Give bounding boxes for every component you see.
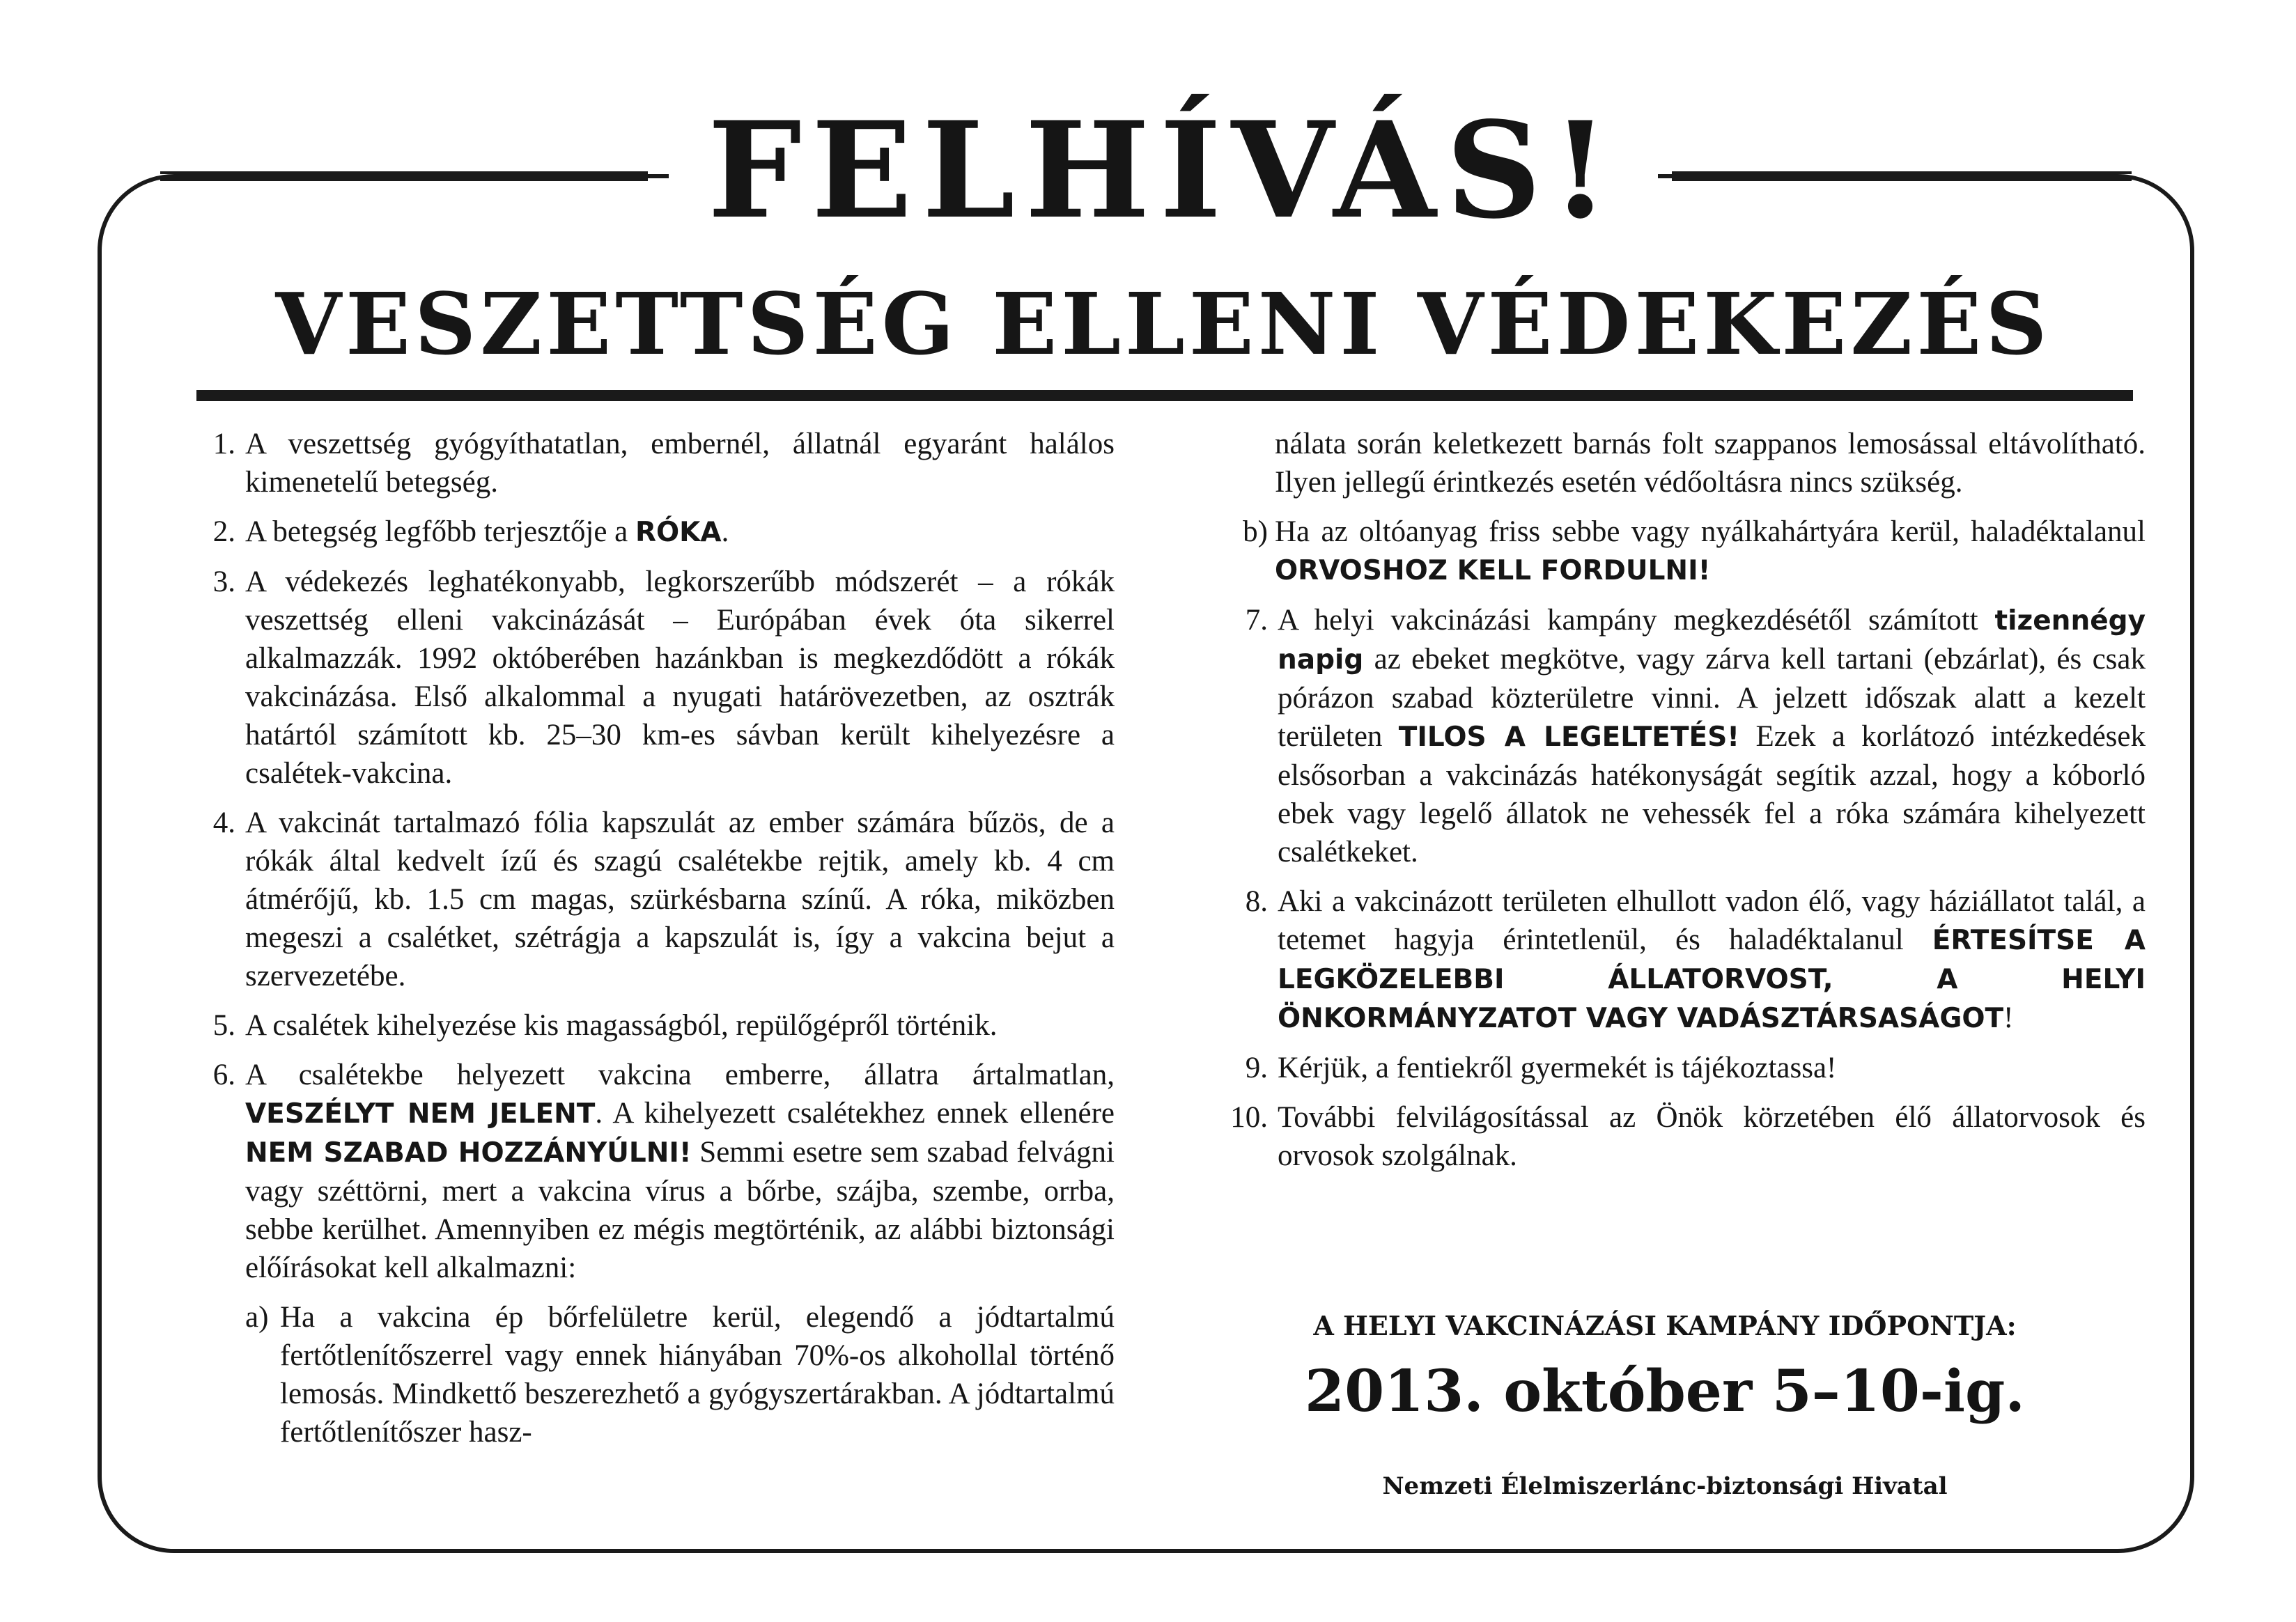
item-number: 2.	[212, 515, 235, 548]
item-text	[245, 513, 1115, 552]
sub-item-a	[245, 1298, 1115, 1451]
sub-item-b	[1184, 513, 2146, 590]
title-rule-right	[1672, 171, 2132, 181]
item-number: 7.	[1245, 604, 1268, 637]
item-number: 1.	[212, 428, 235, 460]
sub-item-label: b)	[1243, 515, 1268, 548]
continued-text: nálata során keletkezett barnás folt szappanos lemosással eltávolítható. Ilyen jellegű érintkezés esetén védőoltásra nincs szükség.	[1275, 428, 2146, 499]
list-item-1	[188, 425, 1115, 501]
item-number: 6.	[212, 1059, 235, 1091]
item-text	[1278, 882, 2146, 1038]
sub-item-text: Ha a vakcina ép bőrfelületre kerül, elegendő a jódtartalmú fertőtlenítőszerrel vagy ennek hiányában 70%-os alkohollal történő lemosás. Mindkettő beszerezhető a gyógyszertárakban. A jódtartalmú fertőtlenítőszer hasz-	[280, 1301, 1115, 1449]
sub-item-label: a)	[245, 1301, 269, 1334]
item-number: 4.	[212, 806, 235, 839]
item-text: A veszettség gyógyíthatatlan, embernél, állatnál egyaránt halálos kimenetelű betegség.	[245, 428, 1115, 499]
emphasis-notify: ÉRTESÍTSE A LEGKÖZELEBBI ÁLLATORVOST, A HELYI ÖNKORMÁNYZATOT VAGY VADÁSZTÁRSASÁGOT	[1278, 925, 2146, 1034]
item-number: 9.	[1245, 1052, 1268, 1084]
item-text: A csalétek kihelyezése kis magasságból, repülőgépről történik.	[245, 1009, 998, 1042]
item-text-part: . A kihelyezett csalétekhez ennek ellenére	[595, 1097, 1115, 1130]
campaign-label: A HELYI VAKCINÁZÁSI KAMPÁNY IDŐPONTJA:	[1313, 1310, 2017, 1341]
item-number: 10.	[1230, 1101, 1268, 1134]
title-rule-left	[160, 171, 648, 181]
list-item-2	[188, 513, 1115, 552]
item-text: Kérjük, a fentiekről gyermekét is tájékoztassa!	[1278, 1052, 1837, 1084]
page-title: FELHÍVÁS!	[669, 91, 1658, 251]
emphasis-roka: RÓKA	[635, 517, 722, 548]
emphasis-see-doctor: ORVOSHOZ KELL FORDULNI!	[1275, 555, 1711, 586]
item-text-part: A helyi vakcinázási kampány megkezdésétől számított	[1278, 604, 1995, 637]
sub-item-text	[1275, 513, 2146, 590]
item-number: 3.	[212, 566, 235, 598]
list-item-6	[188, 1056, 1115, 1287]
page-subtitle: VESZETTSÉG ELLENI VÉDEKEZÉS	[275, 274, 2051, 374]
right-column	[1184, 425, 2146, 1186]
emphasis-fourteen-days: tizennégy napig	[1278, 605, 2146, 676]
item-text: További felvilágosítással az Önök körzetében élő állatorvosok és orvosok szolgálnak.	[1278, 1101, 2146, 1172]
issuing-authority: Nemzeti Élelmiszerlánc-biztonsági Hivatal	[1382, 1472, 1948, 1500]
item-number: 5.	[212, 1009, 235, 1042]
item-text-part: Aki a vakcinázott területen elhullott vadon élő, vagy háziállatot talál, a tetemet hagyja érintetlenül, és haladéktalanul	[1278, 885, 2146, 956]
item-text: A védekezés leghatékonyabb, legkorszerűbb módszerét – a rókák veszettség elleni vakcinázását – Európában évek óta sikerrel alkalmazzák. 1992 októberében hazánkban is megkezdődött a rókák vakcinázása. Első alkalommal a nyugati határövezetben, az osztrák határtól számított kb. 25–30 km-es sávban került kihelyezésre a csalétek-vakcina.	[245, 566, 1115, 790]
list-item-9	[1184, 1049, 2146, 1087]
item-text-part: !	[2003, 1001, 2014, 1034]
item-text-part: A csalétekbe helyezett vakcina emberre, állatra ártalmatlan,	[245, 1059, 1115, 1091]
heading-divider	[196, 390, 2133, 401]
list-item-8	[1184, 882, 2146, 1038]
emphasis-no-grazing: TILOS A LEGELTETÉS!	[1398, 722, 1740, 753]
campaign-date: 2013. október 5–10-ig.	[1305, 1358, 2025, 1425]
emphasis-no-danger: VESZÉLYT NEM JELENT	[245, 1098, 596, 1130]
list-item-5	[188, 1006, 1115, 1045]
item-text-part: az ebeket megkötve, vagy zárva kell tartani (ebzárlat), és csak pórázon szabad közterületre vinni. A jelzett időszak alatt a kezelt területen	[1278, 643, 2146, 753]
item-text: A vakcinát tartalmazó fólia kapszulát az ember számára bűzös, de a rókák által kedvelt ízű és szagú csalétekbe rejtik, amely kb. 4 cm átmérőjű, kb. 1.5 cm magas, szürkésbarna színű. A róka, miközben megeszi a csalétket, szétrágja a kapszulát is, így a vakcina bejut a szervezetébe.	[245, 806, 1115, 992]
item-text-part: Semmi esetre sem szabad felvágni vagy széttörni, mert a vakcina vírus a bőrbe, szájba, szembe, orrba, sebbe kerülhet. Amennyiben ez mégis megtörténik, az alábbi biztonsági előírásokat kell alkalmazni:	[245, 1136, 1115, 1284]
item-text-part: A betegség legfőbb terjesztője a	[245, 515, 635, 548]
item-text-part: .	[721, 515, 729, 548]
list-item-10	[1184, 1098, 2146, 1175]
item-number: 8.	[1245, 885, 1268, 918]
emphasis-do-not-touch: NEM SZABAD HOZZÁNYÚLNI!	[245, 1137, 692, 1169]
list-item-4	[188, 804, 1115, 995]
item-text-part: Ezek a korlátozó intézkedések elsősorban a vakcinázás hatékonyságát segítik azzal, hogy a kóborló ebek vagy legelő állatok ne vehessék fel a róka számára kihelyezett csalétkeket.	[1278, 720, 2146, 868]
list-item-7	[1184, 601, 2146, 871]
left-column	[188, 425, 1115, 1463]
list-item-3	[188, 563, 1115, 793]
item-text	[1278, 601, 2146, 871]
item-text-part: Ha az oltóanyag friss sebbe vagy nyálkahártyára kerül, haladéktalanul	[1275, 515, 2146, 548]
item-text	[245, 1056, 1115, 1287]
